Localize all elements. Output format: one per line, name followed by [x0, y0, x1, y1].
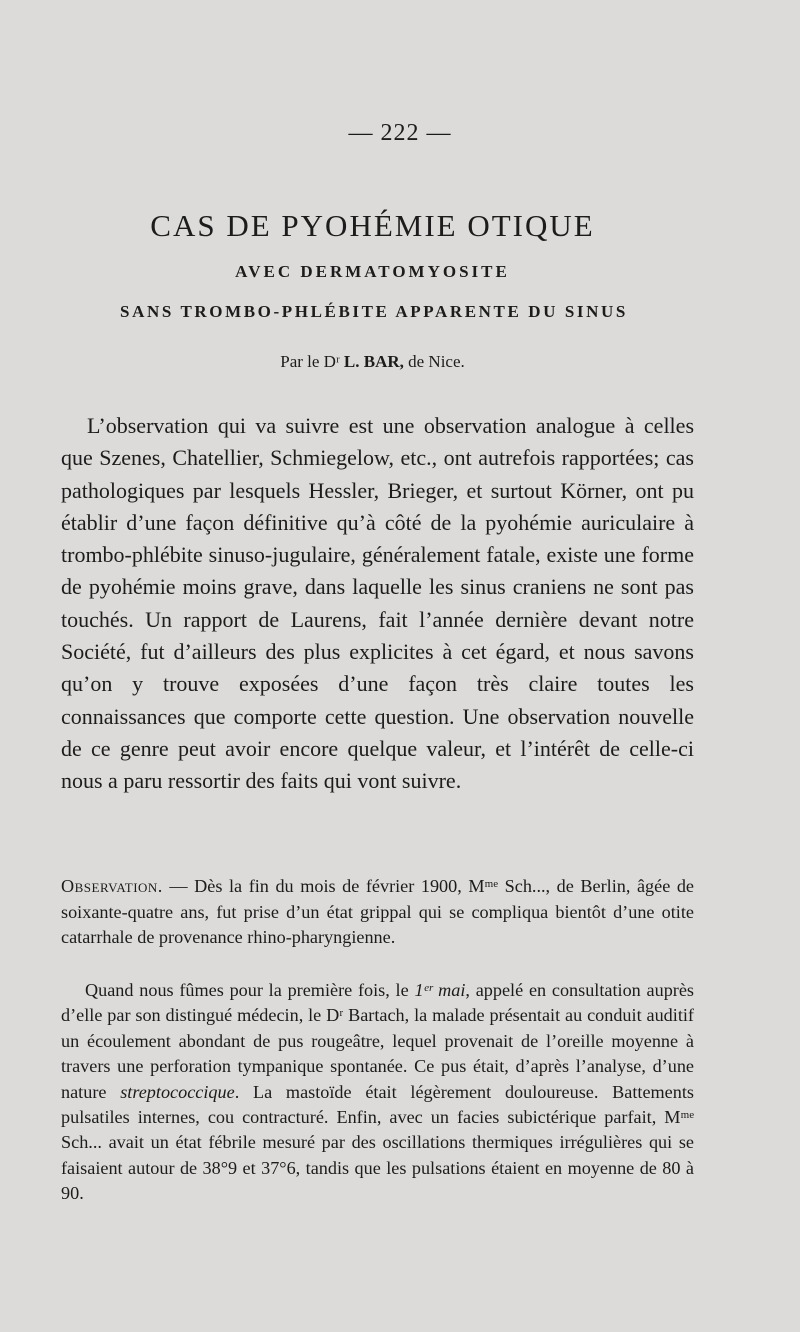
- article-subtitle-1: AVEC DERMATOMYOSITE: [235, 262, 510, 281]
- article-title: CAS DE PYOHÉMIE OTIQUE: [150, 208, 595, 243]
- byline: [0, 352, 745, 372]
- consultation-date: 1ᵉʳ mai: [414, 980, 466, 1000]
- byline-prefix: Par le Dʳ: [280, 352, 340, 371]
- intro-paragraph: L’observation qui va suivre est une observation analogue à celles que Szenes, Chatellier, Schmiegelow, etc., ont autrefois rapportées; cas pathologiques par lesquels Hessler, Brieger, et surtout Körner, ont pu établir d’une façon définitive qu’à côté de la pyohémie auriculaire à trombo-phlébite sinuso-jugulaire, généralement fatale, existe une forme de pyohémie moins grave, dans laquelle les sinus craniens ne sont pas touchés. Un rapport de Laurens, fait l’année dernière devant notre Société, fut d’ailleurs des plus explicites à cet égard, et nous savons qu’on y trouve exposées d’une façon très claire toutes les connaissances que comporte cette question. Une observation nouvelle de ce genre peut avoir encore quelque valeur, et l’intérêt de celle-ci nous a paru ressortir des faits qui vont suivre.: [61, 413, 694, 794]
- consultation-text-2: , appelé en consultation auprès d’elle par son distingué médecin, le Dʳ Bartach, la malade présentait au conduit auditif un écoulement abondant de pus rougeâtre, lequel provenait de l’oreille moyenne à travers une perforation tympanique spontanée. Ce pus était, d’après l’analyse, d’une nature: [61, 980, 695, 1102]
- consultation-text-3: . La mastoïde était légèrement douloureuse. Battements pulsatiles internes, cou contracturé. Enfin, avec un facies subictérique parfait, Mᵐᵉ Sch... avait un état fébrile mesuré par des oscillations thermiques irrégulières qui se faisaient autour de 38°9 et 37°6, tandis que les pulsations étaient en moyenne de 80 à 90.: [61, 1081, 694, 1204]
- streptococcique-term: streptococcique: [120, 1081, 235, 1102]
- observation-lead: Observation.: [61, 876, 163, 896]
- byline-author: L. BAR,: [343, 352, 404, 371]
- byline-suffix: de Nice.: [408, 352, 465, 371]
- consultation-paragraph: [61, 978, 694, 1207]
- observation-text: — Dès la fin du mois de février 1900, Mᵐᵉ Sch..., de Berlin, âgée de soixante-quatre ans, fut prise d’un état grippal qui se compliqua bientôt d’une otite catarrhale de provenance rhino-pharyngienne.: [61, 876, 694, 948]
- consultation-text-1: Quand nous fûmes pour la première fois, le: [85, 980, 415, 1000]
- article-subtitle-2: SANS TROMBO-PHLÉBITE APPARENTE DU SINUS: [120, 302, 628, 321]
- page-number: — 222 —: [348, 120, 452, 146]
- observation-paragraph: [61, 874, 694, 951]
